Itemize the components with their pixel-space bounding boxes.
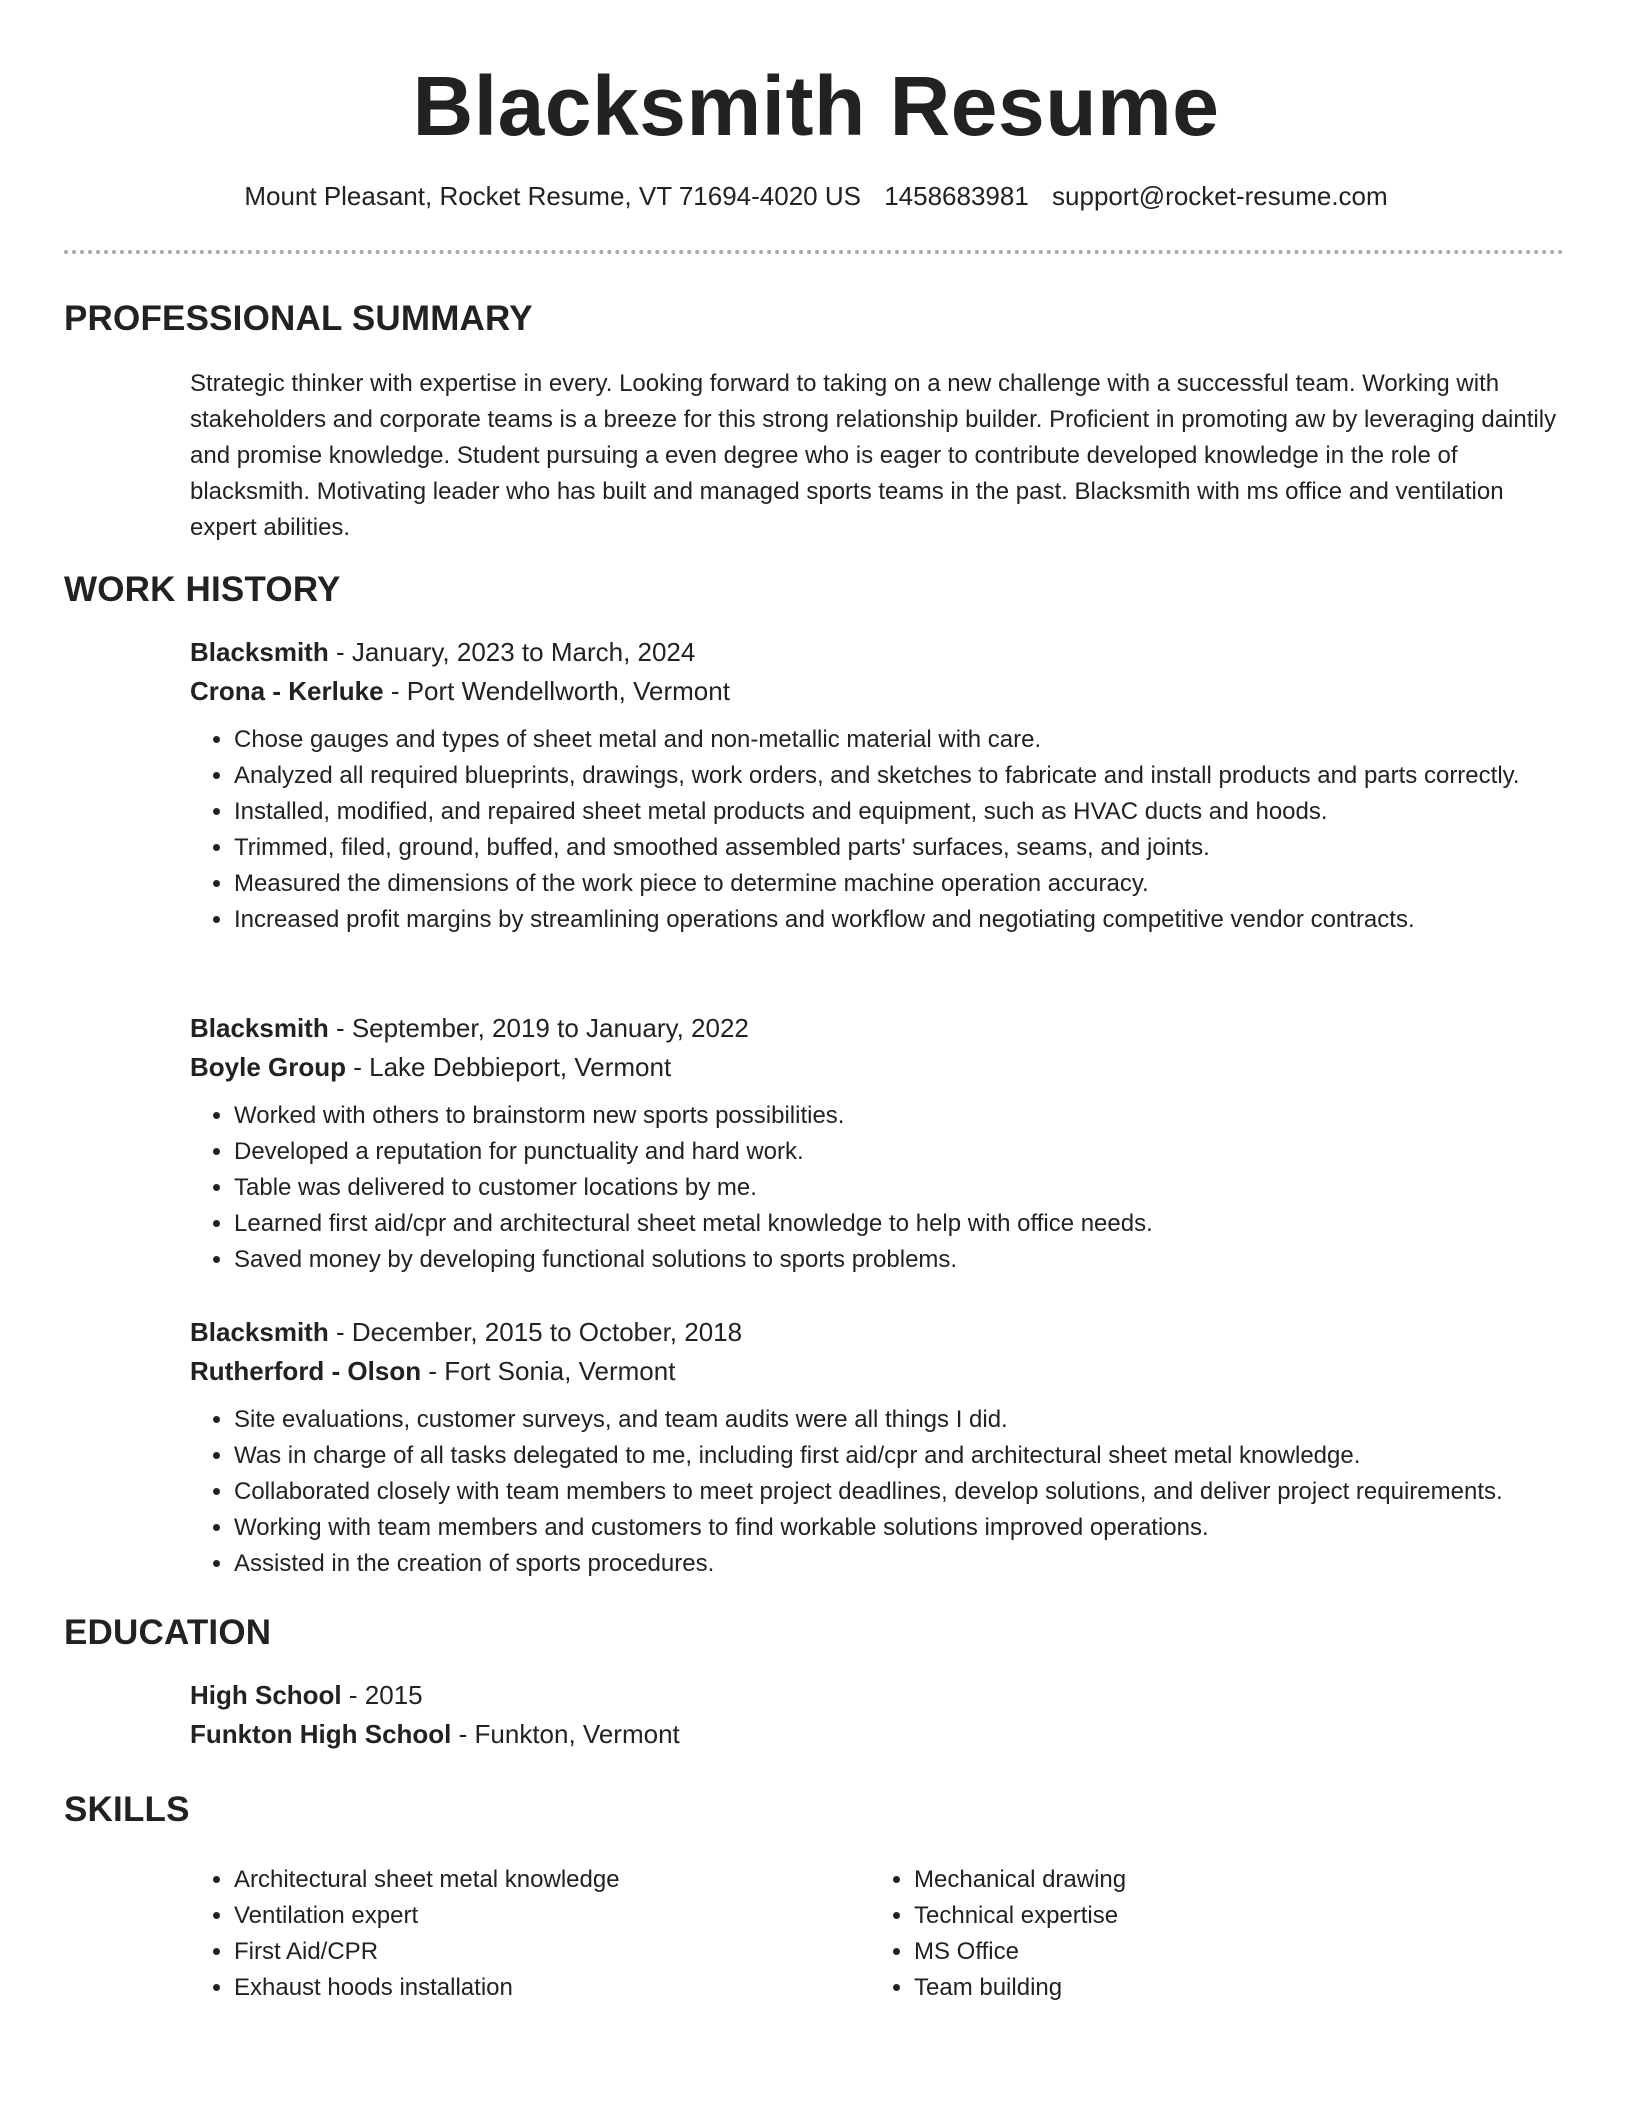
skill-item: • First Aid/CPR	[234, 1934, 870, 1970]
skills-list	[190, 1862, 1564, 2006]
job-bullet: • Working with team members and customers to find workable solutions improved operations.	[234, 1510, 1564, 1546]
job-bullet: • Worked with others to brainstorm new sports possibilities.	[234, 1098, 1564, 1134]
job-bullet: • Chose gauges and types of sheet metal and non-metallic material with care.	[234, 722, 1564, 758]
job-title-line	[190, 633, 1564, 672]
education-degree: High School	[190, 1680, 342, 1710]
summary-heading: PROFESSIONAL SUMMARY	[64, 299, 533, 338]
skills-column-left	[190, 1862, 870, 2006]
education-degree-line	[190, 1676, 1564, 1715]
job-bullet: • Collaborated closely with team members to meet project deadlines, develop solutions, and deliver project requirements.	[234, 1474, 1564, 1510]
job-company: Rutherford - Olson	[190, 1356, 422, 1386]
skill-item: • Mechanical drawing	[914, 1862, 1550, 1898]
job-bullet: • Table was delivered to customer locations by me.	[234, 1170, 1564, 1206]
job-bullet: • Trimmed, filed, ground, buffed, and smoothed assembled parts' surfaces, seams, and joints.	[234, 830, 1564, 866]
job-bullet: • Developed a reputation for punctuality and hard work.	[234, 1134, 1564, 1170]
job-entry	[190, 1009, 1564, 1278]
job-bullets	[190, 722, 1564, 938]
skill-item: • Architectural sheet metal knowledge	[234, 1862, 870, 1898]
contact-line	[0, 178, 1632, 214]
skill-item: • Ventilation expert	[234, 1898, 870, 1934]
job-company-line	[190, 672, 1564, 711]
skills-heading: SKILLS	[64, 1790, 190, 1829]
skill-item: • Exhaust hoods installation	[234, 1970, 870, 2006]
education-entry	[190, 1676, 1564, 1754]
contact-address: Mount Pleasant, Rocket Resume, VT 71694-4020 US	[244, 181, 861, 211]
job-location: - Port Wendellworth, Vermont	[383, 676, 730, 706]
job-bullet: • Saved money by developing functional solutions to sports problems.	[234, 1242, 1564, 1278]
job-company: Crona - Kerluke	[190, 676, 384, 706]
job-role: Blacksmith	[190, 1013, 329, 1043]
job-company: Boyle Group	[190, 1052, 347, 1082]
summary-text: Strategic thinker with expertise in every. Looking forward to taking on a new challenge with a successful team. Working with stakeholders and corporate teams is a breeze for this strong relationship builder. Proficient in promoting aw by leveraging daintily and promise knowledge. Student pursuing a even degree who is eager to contribute developed knowledge in the role of blacksmith. Motivating leader who has built and managed sports teams in the past. Blacksmith with ms office and ventilation expert abilities.	[190, 370, 1557, 541]
job-dates: - December, 2015 to October, 2018	[328, 1317, 743, 1347]
job-location: - Lake Debbieport, Vermont	[346, 1052, 672, 1082]
job-role: Blacksmith	[190, 637, 329, 667]
job-bullet: • Installed, modified, and repaired sheet metal products and equipment, such as HVAC ducts and hoods.	[234, 794, 1564, 830]
job-entry	[190, 1313, 1564, 1582]
job-bullet: • Was in charge of all tasks delegated to me, including first aid/cpr and architectural sheet metal knowledge.	[234, 1438, 1564, 1474]
job-location: - Fort Sonia, Vermont	[421, 1356, 676, 1386]
education-location: - Funkton, Vermont	[451, 1719, 680, 1749]
job-company-line	[190, 1352, 1564, 1391]
header-divider	[64, 250, 1564, 254]
job-bullet: • Assisted in the creation of sports procedures.	[234, 1546, 1564, 1582]
job-bullet: • Increased profit margins by streamlining operations and workflow and negotiating competitive vendor contracts.	[234, 902, 1564, 938]
education-year: - 2015	[341, 1680, 423, 1710]
skill-item: • MS Office	[914, 1934, 1550, 1970]
job-title-line	[190, 1313, 1564, 1352]
job-entry	[190, 633, 1564, 938]
contact-phone: 1458683981	[884, 181, 1029, 211]
job-dates: - January, 2023 to March, 2024	[328, 637, 696, 667]
resume-name: Blacksmith Resume	[412, 59, 1220, 153]
education-school-line	[190, 1715, 1564, 1754]
job-bullet: • Analyzed all required blueprints, drawings, work orders, and sketches to fabricate and install products and parts correctly.	[234, 758, 1564, 794]
job-company-line	[190, 1048, 1564, 1087]
job-bullet: • Learned first aid/cpr and architectural sheet metal knowledge to help with office needs.	[234, 1206, 1564, 1242]
job-title-line	[190, 1009, 1564, 1048]
job-role: Blacksmith	[190, 1317, 329, 1347]
skill-item: • Team building	[914, 1970, 1550, 2006]
contact-email: support@rocket-resume.com	[1052, 181, 1388, 211]
job-bullet: • Site evaluations, customer surveys, and team audits were all things I did.	[234, 1402, 1564, 1438]
education-heading: EDUCATION	[64, 1613, 272, 1652]
job-bullets	[190, 1402, 1564, 1582]
education-school: Funkton High School	[190, 1719, 452, 1749]
skills-column-right	[870, 1862, 1550, 2006]
job-bullet: • Measured the dimensions of the work piece to determine machine operation accuracy.	[234, 866, 1564, 902]
job-bullets	[190, 1098, 1564, 1278]
job-dates: - September, 2019 to January, 2022	[328, 1013, 749, 1043]
skill-item: • Technical expertise	[914, 1898, 1550, 1934]
work-history-heading: WORK HISTORY	[64, 570, 341, 609]
